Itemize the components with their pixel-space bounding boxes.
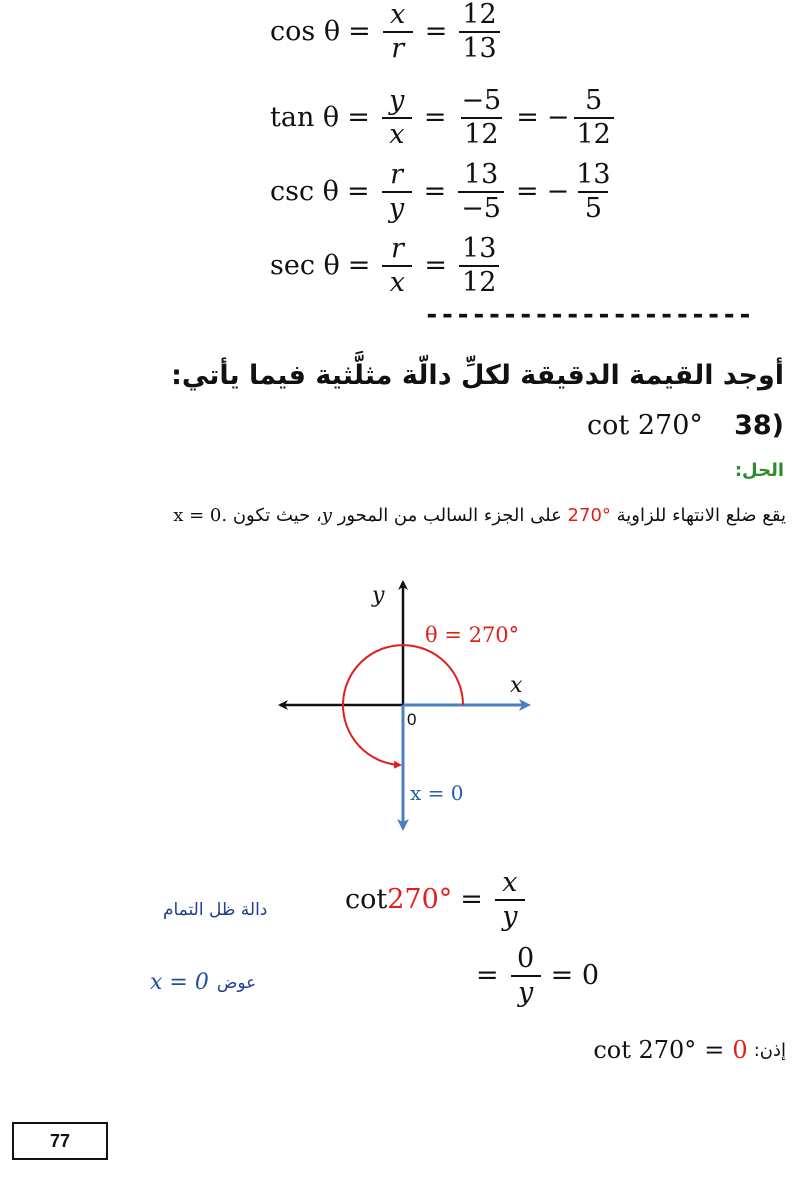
tan-lhs: tan θ	[270, 102, 340, 134]
frac-num: x	[502, 867, 518, 898]
problem-38	[587, 410, 784, 441]
frac-num: 13	[462, 233, 497, 264]
frac-den: 5	[578, 191, 608, 224]
y-axis-label: y	[372, 583, 385, 608]
terminal-label: x = 0	[410, 781, 464, 805]
frac-den: r	[383, 31, 413, 64]
frac-num: −5	[461, 85, 502, 116]
theta-label: θ = 270°	[425, 623, 520, 647]
note-substitute	[150, 970, 256, 995]
cos-equation: cos θ = $\frac{x}{r}$ = $\frac{12}{13}$	[270, 0, 504, 63]
frac-num: y	[389, 85, 405, 116]
substitute-eq: x = 0	[150, 970, 209, 995]
work-line-2: = $\frac{0}{y}$ = 0	[476, 943, 600, 1008]
statement-text: ، حيث تكون	[227, 505, 322, 526]
statement-angle: 270°	[567, 505, 611, 526]
frac-den: y	[495, 899, 525, 932]
frac-den: −5	[458, 191, 504, 224]
frac-den: x	[382, 265, 412, 298]
problem-number: 38)	[734, 410, 784, 441]
frac-den: y	[382, 191, 412, 224]
frac-num: 12	[462, 0, 497, 30]
note-cotangent: دالة ظل التمام	[163, 900, 268, 920]
cot-angle: 270°	[387, 884, 453, 916]
solution-statement	[173, 505, 786, 526]
conclusion-prefix: إذن:	[753, 1039, 786, 1061]
origin-label: 0	[407, 710, 417, 729]
csc-equation: csc θ = $\frac{r}{y}$ = $\frac{13}{-5}$ = − $\frac{13}{5}$	[270, 160, 618, 223]
conclusion-lhs: cot 270°	[593, 1036, 697, 1064]
frac-num: 13	[576, 159, 611, 190]
frac-num: 5	[585, 85, 603, 116]
cot-text: cot	[345, 884, 388, 916]
minus-sign: −	[546, 176, 570, 208]
problem-expression: cot 270°	[587, 410, 703, 441]
statement-condition: x = 0.	[173, 505, 228, 526]
frac-den: x	[382, 117, 412, 150]
frac-den: y	[511, 975, 541, 1008]
frac-den: 13	[459, 31, 499, 64]
sec-equation: sec θ = $\frac{r}{x}$ = $\frac{13}{12}$	[270, 234, 503, 297]
cos-lhs: cos θ	[270, 16, 341, 48]
statement-text: يقع ضلع الانتهاء للزاوية	[610, 505, 786, 526]
statement-text: على الجزء السالب من المحور	[331, 505, 568, 526]
frac-den: 12	[574, 117, 614, 150]
conclusion: cot 270° = 0 إذن:	[593, 1036, 786, 1064]
tan-equation: tan θ = $\frac{y}{x}$ = $\frac{-5}{12}$ = − $\frac{5}{12}$	[270, 86, 618, 149]
work-line-1: cot 270° = $\frac{x}{y}$	[345, 868, 529, 931]
substitute-text: عوض	[216, 972, 257, 993]
frac-den: 12	[459, 265, 499, 298]
statement-axis: y	[321, 505, 332, 526]
csc-lhs: csc θ	[270, 176, 339, 208]
frac-num: x	[390, 0, 406, 30]
x-axis-label: x	[510, 673, 523, 698]
frac-num: r	[390, 159, 404, 190]
minus-sign: −	[546, 102, 570, 134]
angle-diagram	[260, 570, 560, 840]
frac-den: 12	[461, 117, 501, 150]
frac-num: 0	[517, 943, 535, 974]
dashed-separator: ---------------------	[424, 300, 753, 330]
sec-lhs: sec θ	[270, 250, 340, 282]
solution-label: الحل:	[734, 460, 784, 481]
exercise-heading: أوجد القيمة الدقيقة لكلِّ دالّة مثلَّثية فيما يأتي:	[171, 360, 784, 391]
frac-num: 13	[463, 159, 499, 190]
conclusion-value: 0	[732, 1036, 748, 1064]
page-number: 77	[12, 1122, 108, 1160]
frac-num: r	[390, 233, 404, 264]
result: = 0	[550, 960, 600, 992]
